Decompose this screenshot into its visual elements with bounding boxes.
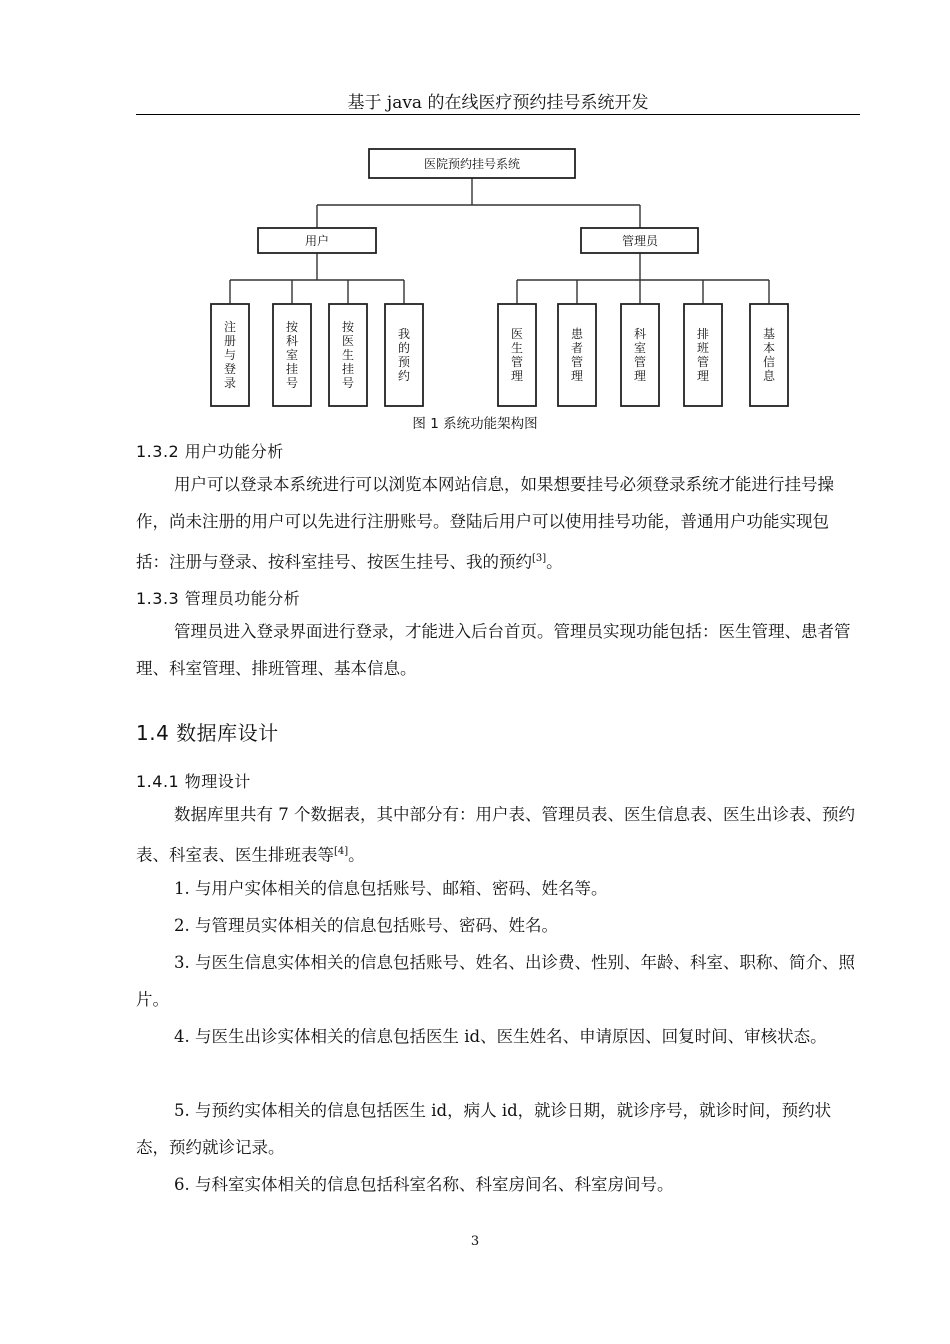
section-heading-1-3-3: 1.3.3 管理员功能分析 xyxy=(136,589,301,608)
architecture-diagram xyxy=(0,0,950,420)
leaf-label: 我的预约 xyxy=(397,327,411,383)
leaf-label: 按医生挂号 xyxy=(341,320,355,390)
leaf-label: 患者管理 xyxy=(570,327,584,383)
paragraph-user-functions: 用户可以登录本系统进行可以浏览本网站信息，如果想要挂号必须登录系统才能进行挂号操作，尚未注册的用户可以先进行注册账号。登陆后用户可以使用挂号功能，普通用户功能实现包括：注册与登录、按科室挂号、按医生挂号、我的预约[3]。 xyxy=(136,475,834,572)
running-header: 基于 java 的在线医疗预约挂号系统开发 xyxy=(347,93,649,113)
list-item: 3. 与医生信息实体相关的信息包括账号、姓名、出诊费、性别、年龄、科室、职称、简介、照片。 xyxy=(136,953,855,1009)
section-heading-1-4-1: 1.4.1 物理设计 xyxy=(136,772,251,791)
section-heading-1-4: 1.4 数据库设计 xyxy=(136,721,279,745)
citation: [3] xyxy=(532,553,547,564)
citation: [4] xyxy=(334,846,349,857)
page-number: 3 xyxy=(470,1234,480,1249)
leaf-label: 医生管理 xyxy=(510,327,524,383)
paragraph-physical-design: 数据库里共有 7 个数据表，其中部分有：用户表、管理员表、医生信息表、医生出诊表、预约表、科室表、医生排班表等[4]。 xyxy=(136,805,855,865)
list-item: 1. 与用户实体相关的信息包括账号、邮箱、密码、姓名等。 xyxy=(174,879,608,898)
section-heading-1-3-2: 1.3.2 用户功能分析 xyxy=(136,442,284,461)
leaf-label: 排班管理 xyxy=(696,327,710,383)
leaf-label: 基本信息 xyxy=(762,327,776,383)
leaf-label: 注册与登录 xyxy=(223,320,237,390)
paragraph-admin-functions: 管理员进入登录界面进行登录，才能进入后台首页。管理员实现功能包括：医生管理、患者管理、科室管理、排班管理、基本信息。 xyxy=(136,622,851,678)
list-item: 5. 与预约实体相关的信息包括医生 id，病人 id，就诊日期，就诊序号，就诊时间，预约状态，预约就诊记录。 xyxy=(136,1101,832,1157)
leaf-label: 按科室挂号 xyxy=(285,320,299,390)
list-item: 6. 与科室实体相关的信息包括科室名称、科室房间名、科室房间号。 xyxy=(174,1175,674,1194)
group-label-admin: 管理员 xyxy=(621,234,659,248)
group-label-user: 用户 xyxy=(304,234,330,248)
list-item: 2. 与管理员实体相关的信息包括账号、密码、姓名。 xyxy=(174,916,558,935)
leaf-label: 科室管理 xyxy=(633,327,647,383)
figure-caption: 图 1 系统功能架构图 xyxy=(412,416,538,432)
list-item: 4. 与医生出诊实体相关的信息包括医生 id、医生姓名、申请原因、回复时间、审核状态。 xyxy=(174,1027,827,1046)
root-label: 医院预约挂号系统 xyxy=(423,157,521,171)
